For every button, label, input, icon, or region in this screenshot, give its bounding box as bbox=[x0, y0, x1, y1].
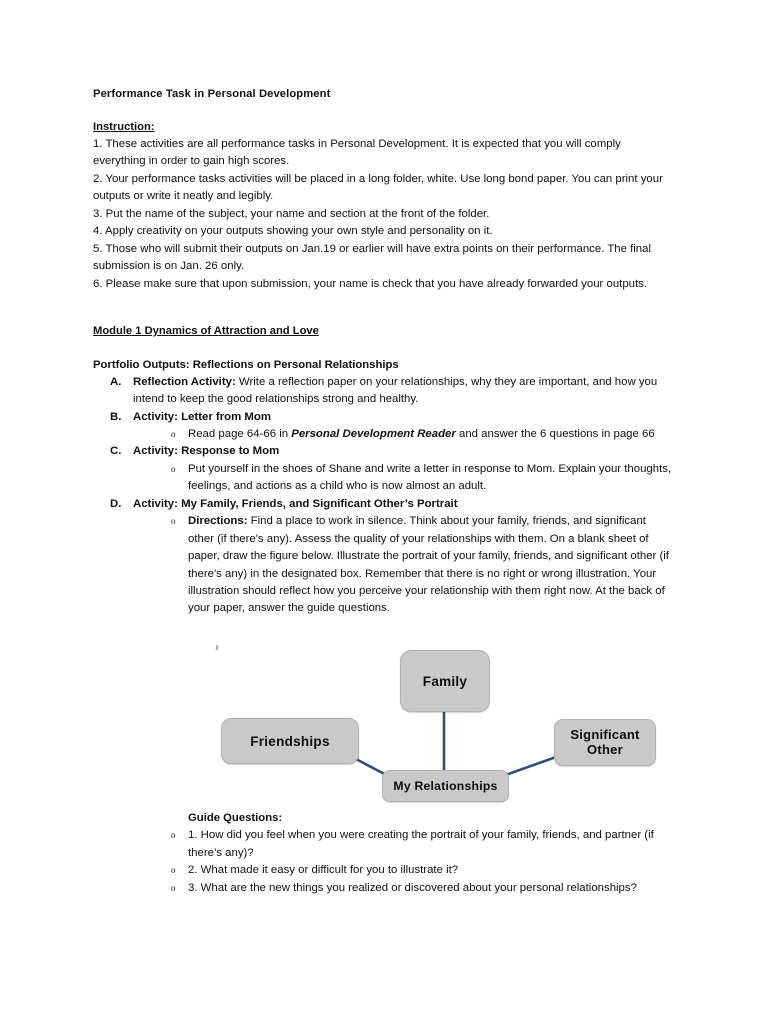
circle-bullet-icon: o bbox=[171, 830, 176, 841]
instruction-item: 3. Put the name of the subject, your name and section at the front of the folder. bbox=[93, 207, 490, 220]
activity-lead-c: Activity: Response to Mom bbox=[133, 445, 280, 458]
diagram-node-friendships bbox=[221, 718, 359, 764]
guide-questions-list bbox=[93, 827, 673, 897]
spacer bbox=[93, 340, 673, 357]
activity-text-a bbox=[133, 374, 673, 409]
circle-bullet-icon: o bbox=[171, 882, 176, 893]
instruction-item: 4. Apply creativity on your outputs showing your own style and personality on it. bbox=[93, 225, 493, 238]
sub-bullet-b bbox=[93, 426, 673, 443]
portfolio-outputs-heading: Portfolio Outputs: Reflections on Personal Relationships bbox=[93, 358, 399, 371]
activity-list bbox=[93, 374, 673, 618]
circle-bullet-icon: o bbox=[171, 865, 176, 876]
document-body bbox=[93, 86, 673, 618]
activity-item-b bbox=[93, 409, 673, 426]
directions-label: Directions: bbox=[188, 515, 248, 528]
activity-lead-a: Reflection Activity: bbox=[133, 375, 236, 388]
guide-question-item bbox=[93, 880, 673, 897]
circle-bullet-icon: o bbox=[171, 429, 176, 440]
activity-body-a: Write a reflection paper on your relationships, why they are important, and how you intend to keep the good relationships strong and healthy. bbox=[133, 375, 658, 406]
guide-question-text: 3. What are the new things you realized or discovered about your personal relationships? bbox=[188, 881, 637, 894]
directions-text: Find a place to work in silence. Think about your family, friends, and significant other (if there's any). Assess the quality of your relationships with them. On a blank sheet of paper, draw the figure below. Illustrate the portrait of your family, friends, and significant other (if there's any) in the designated box. Remember that there is no right or wrong illustration. Your illustration should reflect how you perceive your relationship with them right now. At the back of your paper, answer the guide questions. bbox=[188, 515, 669, 615]
sub-bullet-c-text: Put yourself in the shoes of Shane and write a letter in response to Mom. Explain your thoughts, feelings, and actions as a child who is now almost an adult. bbox=[188, 462, 672, 493]
instruction-item: 1. These activities are all performance tasks in Personal Development. It is expected that you will comply everything in order to gain high scores. bbox=[93, 138, 621, 168]
sub-bullet-c bbox=[93, 461, 673, 496]
list-marker-b: B. bbox=[110, 410, 122, 423]
guide-questions-section bbox=[93, 810, 673, 897]
book-title-emphasis: Personal Development Reader bbox=[291, 428, 456, 441]
diagram-node-my-relationships-label: My Relationships bbox=[393, 779, 498, 793]
list-marker-d: D. bbox=[110, 497, 122, 510]
spacer bbox=[93, 102, 673, 119]
sub-bullet-d-directions bbox=[93, 513, 673, 618]
instruction-list bbox=[93, 136, 673, 293]
list-marker-a: A. bbox=[110, 375, 122, 388]
relationships-diagram bbox=[210, 644, 670, 809]
significant-other-line2: Other bbox=[587, 741, 623, 757]
module-heading: Module 1 Dynamics of Attraction and Love bbox=[93, 324, 319, 337]
activity-lead-b: Activity: Letter from Mom bbox=[133, 410, 271, 423]
significant-other-line1: Significant bbox=[570, 726, 640, 742]
diagram-node-significant-other bbox=[554, 719, 656, 766]
instruction-item: 2. Your performance tasks activities will be placed in a long folder, white. Use long bond paper. You can print your outputs or write it neatly and legibly. bbox=[93, 172, 663, 203]
diagram-node-friendships-label: Friendships bbox=[250, 733, 330, 749]
spacer bbox=[93, 293, 673, 323]
instruction-label: Instruction: bbox=[93, 121, 155, 134]
guide-questions-heading: Guide Questions: bbox=[188, 812, 283, 824]
diagram-node-family bbox=[400, 650, 490, 712]
guide-question-text: 1. How did you feel when you were creating the portrait of your family, friends, and partner (if there’s any)? bbox=[188, 829, 654, 859]
instruction-item: 5. Those who will submit their outputs on Jan.19 or earlier will have extra points on their performance. The final submission is on Jan. 26 only. bbox=[93, 242, 652, 273]
guide-question-item bbox=[93, 862, 673, 879]
circle-bullet-icon: o bbox=[171, 463, 176, 474]
activity-item-c bbox=[93, 443, 673, 460]
circle-bullet-icon: o bbox=[171, 516, 176, 527]
sub-bullet-b-before: Read page 64-66 in bbox=[188, 428, 292, 441]
guide-question-text: 2. What made it easy or difficult for you to illustrate it? bbox=[188, 864, 459, 877]
diagram-node-my-relationships bbox=[382, 770, 509, 802]
page-title: Performance Task in Personal Development bbox=[93, 88, 331, 100]
activity-item-d bbox=[93, 496, 673, 513]
list-marker-c: C. bbox=[110, 445, 122, 458]
instruction-item: 6. Please make sure that upon submission, your name is check that you have already forwarded your outputs. bbox=[93, 277, 648, 290]
diagram-node-significant-other-label bbox=[570, 728, 639, 757]
guide-question-item bbox=[93, 827, 673, 862]
activity-item-a bbox=[93, 374, 673, 409]
sub-bullet-b-after: and answer the 6 questions in page 66 bbox=[455, 428, 655, 441]
diagram-node-family-label: Family bbox=[422, 673, 468, 689]
activity-lead-d: Activity: My Family, Friends, and Significant Other’s Portrait bbox=[133, 497, 458, 510]
